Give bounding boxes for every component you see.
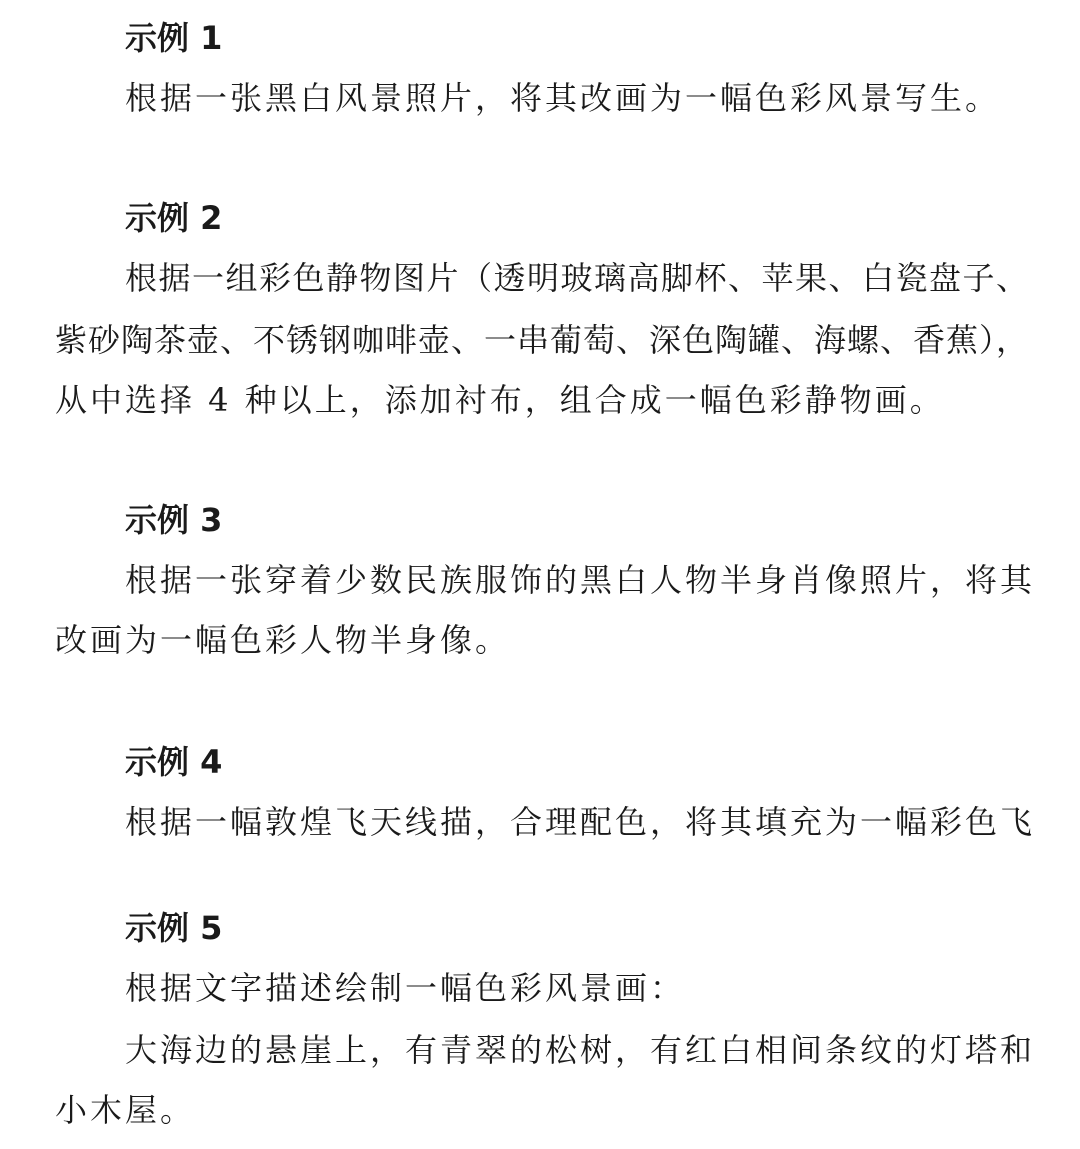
example-3-line-1: 根据一张穿着少数民族服饰的黑白人物半身肖像照片，将其 — [125, 561, 1036, 599]
example-5-title: 示例 5 — [125, 909, 223, 947]
example-2-line-2: 紫砂陶茶壶、不锈钢咖啡壶、一串葡萄、深色陶罐、海螺、香蕉）， — [55, 321, 1030, 359]
example-1-title: 示例 1 — [125, 19, 223, 57]
example-4-line-1: 根据一幅敦煌飞天线描，合理配色，将其填充为一幅彩色飞 — [125, 803, 1036, 841]
example-2-line-3: 从中选择 4 种以上，添加衬布，组合成一幅色彩静物画。 — [55, 381, 945, 419]
example-5-line-1: 根据文字描述绘制一幅色彩风景画： — [125, 969, 686, 1007]
example-4-title: 示例 4 — [125, 743, 223, 781]
example-2-line-1: 根据一组彩色静物图片（透明玻璃高脚杯、苹果、白瓷盘子、 — [125, 259, 1030, 297]
example-3-title: 示例 3 — [125, 501, 223, 539]
example-3-line-2: 改画为一幅色彩人物半身像。 — [55, 621, 511, 659]
example-5-line-2: 大海边的悬崖上，有青翠的松树，有红白相间条纹的灯塔和 — [125, 1031, 1036, 1069]
example-1-line-1: 根据一张黑白风景照片，将其改画为一幅色彩风景写生。 — [125, 79, 1001, 117]
example-5-line-3: 小木屋。 — [55, 1091, 196, 1129]
example-2-title: 示例 2 — [125, 199, 223, 237]
